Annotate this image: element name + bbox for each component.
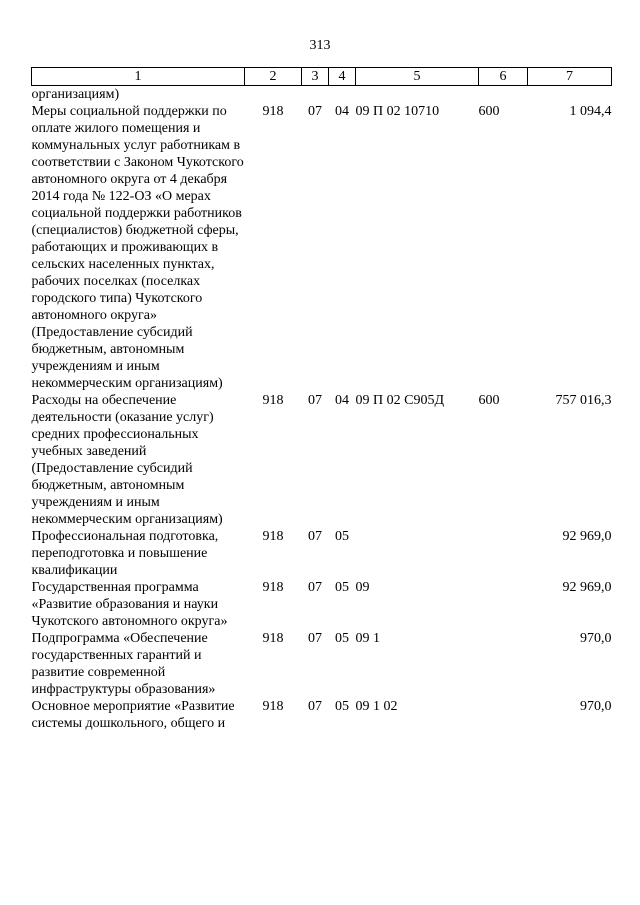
row-subsection: 05 [335,631,349,646]
row-name: Основное мероприятие «Развитие системы дошкольного, общего и [31,699,235,731]
header-col-5: 5 [356,68,479,86]
table-body [32,86,612,733]
row-amount: 970,0 [580,699,612,714]
row-subsection: 04 [335,393,349,408]
table-row [32,103,612,392]
row-grbs: 918 [262,104,284,119]
row-vr [479,579,528,630]
row-subsection: 05 [335,699,349,714]
table-row [32,630,612,698]
row-name: Подпрограмма «Обеспечение государственных гарантий и развитие современной инфраструктуры образования» [31,631,216,697]
row-name: Расходы на обеспечение деятельности (оказание услуг) средних профессиональных учебных заведений (Предоставление субсидий бюджетным, автономным учреждениям и иным некоммерческим организациям) [31,393,223,527]
row-subsection [329,86,356,104]
row-csr: 09 1 02 [355,699,398,714]
row-csr: 09 П 02 10710 [355,104,440,119]
row-csr [356,86,479,104]
row-amount: 92 969,0 [562,529,612,544]
row-csr: 09 [355,580,370,595]
row-subsection: 05 [335,580,349,595]
row-section: 07 [308,631,322,646]
row-section: 07 [308,580,322,595]
row-csr: 09 1 [355,631,380,646]
row-amount: 757 016,3 [555,393,612,408]
header-row [32,68,612,86]
table-row [32,392,612,528]
row-name: Профессиональная подготовка, переподготовка и повышение квалификации [31,529,219,578]
row-grbs: 918 [262,529,284,544]
row-section: 07 [308,104,322,119]
row-grbs: 918 [262,580,284,595]
table-row [32,86,612,104]
row-vr [479,528,528,579]
row-name: организациям) [31,87,120,102]
header-col-6: 6 [479,68,528,86]
header-col-7: 7 [528,68,612,86]
row-csr: 09 П 02 С905Д [355,393,444,408]
row-grbs: 918 [262,393,284,408]
row-name: Меры социальной поддержки по оплате жилого помещения и коммунальных услуг работникам в соответствии с Законом Чукотского автономного округа от 4 декабря 2014 года № 122-ОЗ «О мерах социальной поддержки работников (специалистов) бюджетной сферы, работающих и проживающих в сельских населенных пунктах, рабочих поселках (поселках городского типа) Чукотского автономного округа» (Предоставление субсидий бюджетным, автономным учреждениям и иным некоммерческим организациям) [31,104,244,391]
row-section [302,86,329,104]
page-number: 313 [309,38,331,53]
row-amount: 970,0 [580,631,612,646]
header-col-4: 4 [329,68,356,86]
row-amount: 92 969,0 [562,580,612,595]
row-grbs: 918 [262,631,284,646]
row-section: 07 [308,529,322,544]
row-subsection: 05 [335,529,349,544]
row-subsection: 04 [335,104,349,119]
budget-table [31,67,612,732]
row-amount: 1 094,4 [569,104,612,119]
row-vr [479,630,528,698]
table-row [32,528,612,579]
row-section: 07 [308,699,322,714]
row-vr: 600 [478,393,500,408]
row-csr [356,528,479,579]
header-col-2: 2 [245,68,302,86]
table-row [32,579,612,630]
row-vr [479,698,528,732]
header-col-3: 3 [302,68,329,86]
header-col-1: 1 [32,68,245,86]
row-section: 07 [308,393,322,408]
row-name: Государственная программа «Развитие образования и науки Чукотского автономного округа» [31,580,228,629]
row-grbs [245,86,302,104]
table-header [32,68,612,86]
table-row [32,698,612,732]
row-grbs: 918 [262,699,284,714]
row-amount [528,86,612,104]
row-vr [479,86,528,104]
row-vr: 600 [478,104,500,119]
